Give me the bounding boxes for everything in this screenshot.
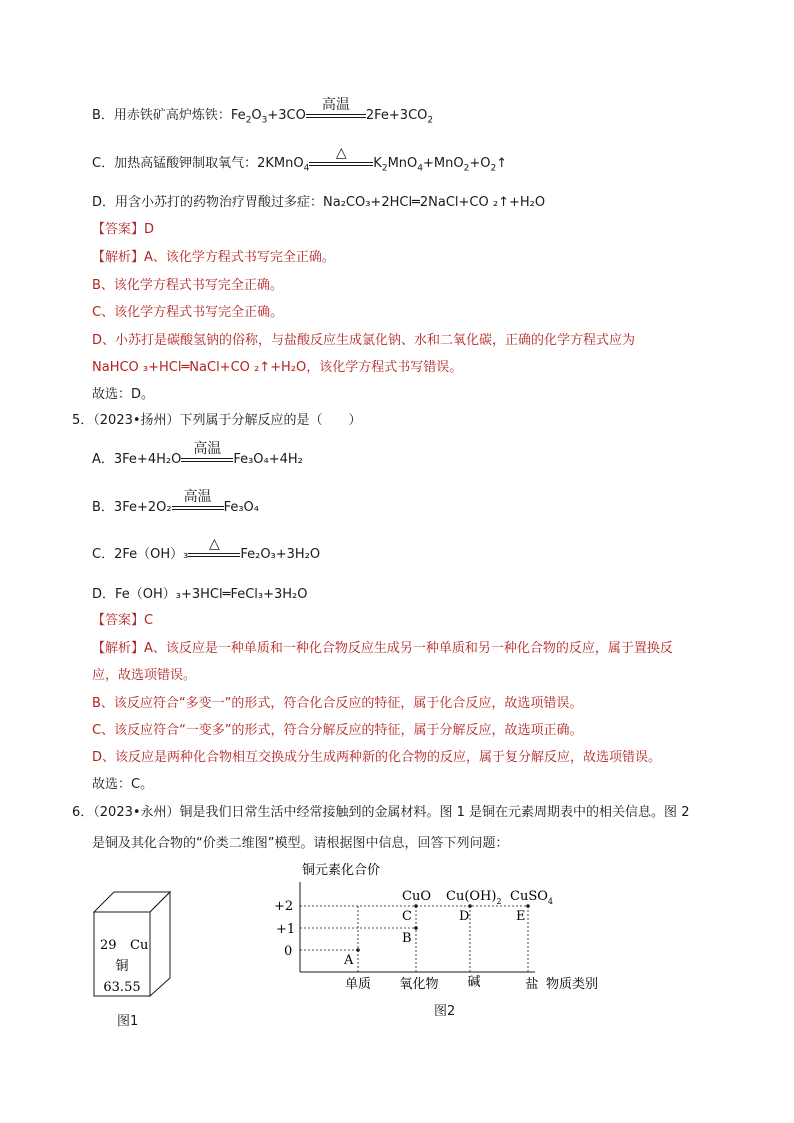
q4c-condition: △ [335,145,347,161]
q5c-products: Fe₂O₃+3H₂O [240,547,321,562]
ytick-plus2: +2 [274,899,294,914]
q5c-condition-sign [188,536,240,563]
q4b-mid1: O [251,108,262,123]
q5b-condition: 高温 [183,489,212,505]
q4-analysis-5: NaHCO ₃+HCl═NaCl+CO ₂↑+H₂O，该化学方程式书写错误。 [92,360,463,375]
q5-stem: 5．（2023•扬州）下列属于分解反应的是（ ） [72,413,362,428]
q5-option-c [92,536,321,563]
q4b-mid2: +3CO [267,108,306,123]
label-a: A [344,953,354,968]
xtick-base: 碱 [467,975,481,990]
q5-option-a [92,441,303,468]
q5-analysis-4: C、该反应符合“一变多”的形式，符合分解反应的特征，属于分解反应，故选项正确。 [92,723,583,738]
q4c-p1: K [373,156,382,171]
ytick-plus1: +1 [276,922,296,937]
q4c-p3: +MnO [423,156,464,171]
q5-conclusion: 故选：C。 [92,777,154,792]
q4b-sub1: 2 [245,115,252,126]
q4b-prefix: B．用赤铁矿高炉炼铁：Fe [92,108,246,123]
point-e [526,904,530,908]
label-cuo: CuO [402,889,431,904]
label-b: B [402,931,412,946]
q4-option-b [92,97,434,129]
q4b-sub2: 3 [261,115,268,126]
q5b-condition-sign [172,489,224,516]
element-symbol: Cu [130,938,149,953]
q4c-sub1: 4 [303,163,310,174]
q5-option-d: D．Fe（OH）₃+3HCl═FeCl₃+3H₂O [92,587,308,602]
q5-option-b [92,489,259,516]
q5-analysis-5: D、该反应是两种化合物相互交换成分生成两种新的化合物的反应，属于复分解反应，故选项错误。 [92,750,662,765]
q4c-p5: ↑ [496,156,508,171]
q4b-sub3: 2 [427,115,434,126]
q6-stem-line2: 是铜及其化合物的“价类二维图”模型。请根据图中信息，回答下列问题： [92,836,509,851]
label-c: C [402,909,412,924]
q4-answer: 【答案】D [92,222,155,237]
q4-analysis-4: D、小苏打是碳酸氢钠的俗称，与盐酸反应生成氯化钠、水和二氧化碳，正确的化学方程式应为 [92,333,636,348]
q5-analysis-1: 【解析】A、该反应是一种单质和一种化合物反应生成另一种单质和另一种化合物的反应，属于置换反 [92,641,673,656]
q4b-condition-sign [306,97,366,124]
label-cuoh2: $Cu(OH)_2$ [446,889,502,906]
figure1-caption: 图1 [117,1014,139,1029]
q5b-products: Fe₃O₄ [223,500,259,515]
q4c-prefix: C．加热高锰酸钾制取氧气：2KMnO [92,156,304,171]
label-e: E [516,909,526,924]
label-d: D [459,909,470,924]
q4b-product: 2Fe+3CO [365,108,428,123]
atomic-number: 29 [100,938,117,953]
element-name: 铜 [115,959,129,974]
q5b-reactants: B．3Fe+2O₂ [92,500,172,515]
q4c-s5: 2 [490,163,497,174]
q4-analysis-2: B、该化学方程式书写完全正确。 [92,278,283,293]
atomic-mass: 63.55 [103,980,141,995]
point-c [414,904,418,908]
valence-category-chart [270,862,610,1000]
xtick-salt: 盐 [525,977,539,992]
point-a [356,948,360,952]
element-cube-figure [92,890,172,998]
q5a-reactants: A．3Fe+4H₂O [92,452,182,467]
q4-option-d: D．用含小苏打的药物治疗胃酸过多症：Na₂CO₃+2HCl═2NaCl+CO ₂↑+H₂O [92,195,546,210]
q5-answer: 【答案】C [92,613,154,628]
q4-analysis-1: 【解析】A、该化学方程式书写完全正确。 [92,250,335,265]
q4c-condition-sign [309,145,373,172]
xtick-oxide: 氧化物 [399,977,439,992]
x-axis-label: 物质类别 [546,977,599,992]
q5c-reactants: C．2Fe（OH）₃ [92,547,189,562]
q5a-condition-sign [181,441,233,468]
figure2-caption: 图2 [434,1004,456,1019]
q4b-condition: 高温 [321,97,350,113]
q6-stem-line1: 6．（2023•永州）铜是我们日常生活中经常接触到的金属材料。图 1 是铜在元素周期表中的相关信息。图 2 [72,805,690,820]
ytick-zero: 0 [284,944,293,959]
label-cuso4: CuSO$_4$ [510,889,553,906]
q4-option-c [92,145,508,177]
q4c-p4: +O [469,156,491,171]
point-b [414,926,418,930]
q4-analysis-3: C、该化学方程式书写完全正确。 [92,305,284,320]
q4c-s4: 2 [463,163,470,174]
q4c-s3: 4 [417,163,423,174]
q5a-products: Fe₃O₄+4H₂ [233,452,303,467]
q5-analysis-3: B、该反应符合“多变一”的形式，符合化合反应的特征，属于化合反应，故选项错误。 [92,696,583,711]
xtick-element: 单质 [344,977,372,992]
q4c-s2: 2 [381,163,388,174]
q5a-condition: 高温 [193,441,222,457]
q5c-condition: △ [208,536,220,552]
q4-conclusion: 故选：D。 [92,387,155,402]
q5-analysis-2: 应，故选项错误。 [92,668,197,683]
point-d [468,904,472,908]
y-axis-label: 铜元素化合价 [302,863,381,878]
q4c-p2: MnO [387,156,418,171]
